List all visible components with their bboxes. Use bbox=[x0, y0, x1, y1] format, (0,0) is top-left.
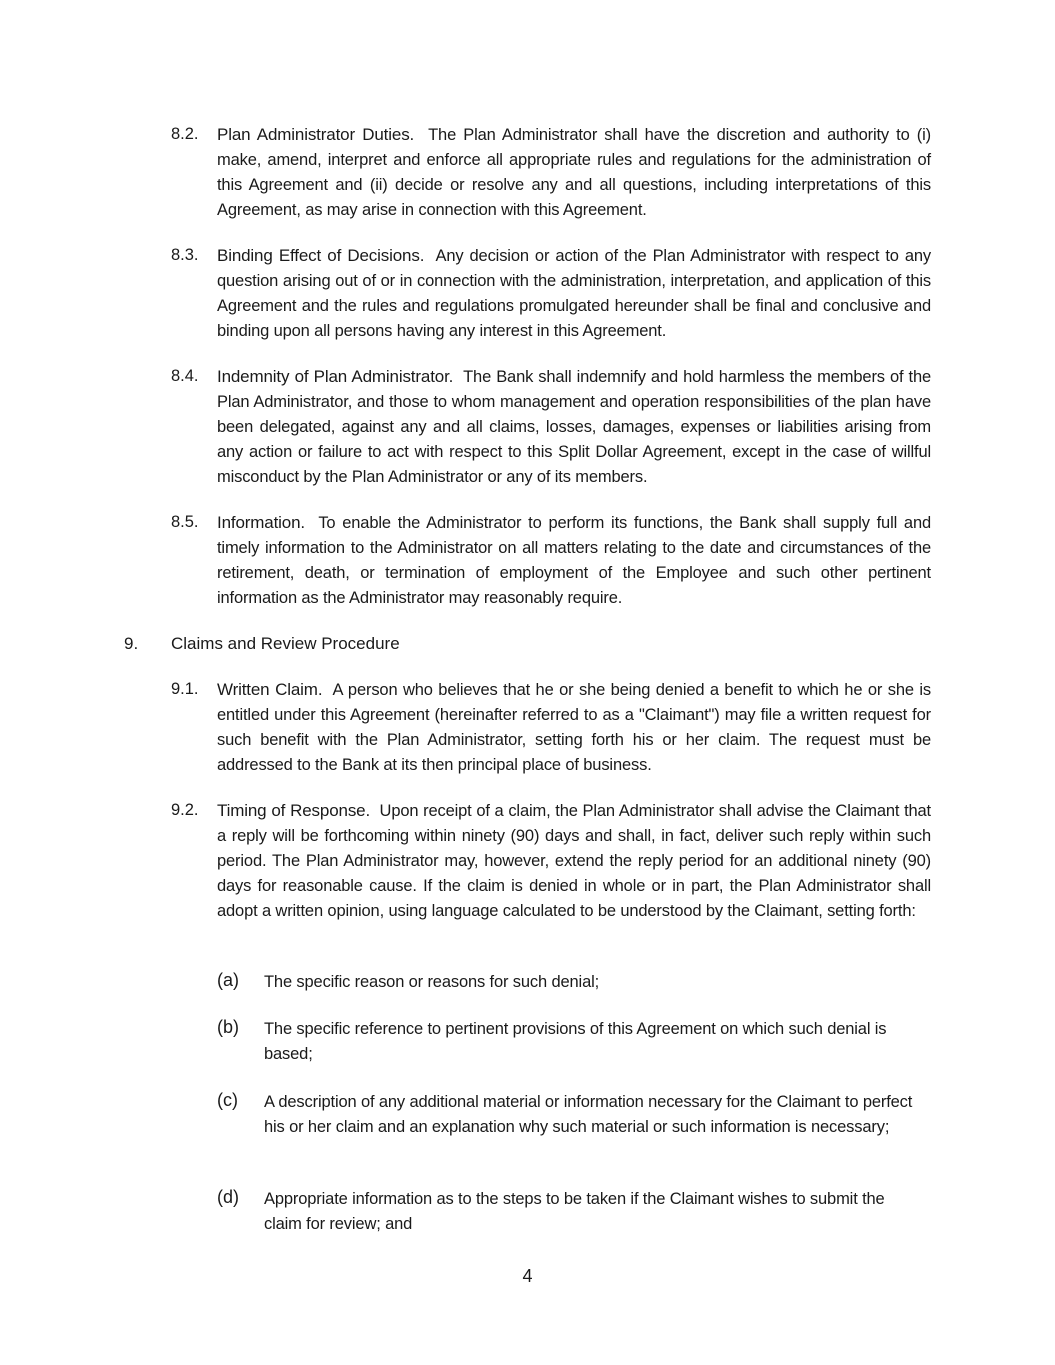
subitem-d bbox=[217, 1187, 917, 1237]
subitem-letter: (d) bbox=[217, 1187, 239, 1207]
section-number: 8.4. bbox=[171, 367, 199, 385]
section-9-1 bbox=[171, 677, 931, 778]
section-text: The Bank shall indemnify and hold harmless the members of the Plan Administrator, and those to whom management and operation responsibilities of the plan have been delegated, against any and all claims, losses, damages, expenses or liabilities arising from any action or failure to act with respect to this Split Dollar Agreement, except in the case of willful misconduct by the Plan Administrator or any of its members. bbox=[217, 368, 932, 486]
subitem-letter: (c) bbox=[217, 1090, 238, 1110]
section-body bbox=[217, 510, 931, 611]
subitem-letter: (a) bbox=[217, 970, 239, 990]
section-body bbox=[217, 243, 931, 344]
section-heading: Written Claim. bbox=[217, 680, 323, 699]
subitem-a bbox=[217, 970, 917, 995]
subitem-b bbox=[217, 1017, 917, 1067]
section-text: Upon receipt of a claim, the Plan Administrator shall advise the Claimant that a reply will be forthcoming within ninety (90) days and shall, in fact, deliver such reply within such period. The Plan Administrator may, however, extend the reply period for an additional ninety (90) days for reasonable cause. If the claim is denied in whole or in part, the Plan Administrator shall adopt a written opinion, using language calculated to be understood by the Claimant, setting forth: bbox=[217, 802, 931, 920]
section-number: 9.1. bbox=[171, 680, 199, 698]
section-8-5 bbox=[171, 510, 931, 611]
section-number: 8.2. bbox=[171, 125, 199, 143]
section-text: A person who believes that he or she being denied a benefit to which he or she is entitled under this Agreement (hereinafter referred to as a "Claimant") may file a written request for such benefit with the Plan Administrator, setting forth his or her claim. The request must be addressed to the Bank at its then principal place of business. bbox=[217, 681, 931, 774]
subitem-text: Appropriate information as to the steps to be taken if the Claimant wishes to submit the claim for review; and bbox=[264, 1190, 885, 1233]
section-body bbox=[217, 798, 931, 924]
section-body bbox=[217, 677, 931, 778]
subitem-text: The specific reason or reasons for such denial; bbox=[264, 973, 600, 991]
section-text: Any decision or action of the Plan Administrator with respect to any question arising out of or in connection with the administration, interpretation, and application of this Agreement and the rules and regulations promulgated hereunder shall be final and conclusive and binding upon all persons having any interest in this Agreement. bbox=[217, 247, 932, 340]
subitem-text: A description of any additional material or information necessary for the Claimant to perfect his or her claim and an explanation why such material or such information is necessary; bbox=[264, 1093, 913, 1136]
page-number: 4 bbox=[522, 1266, 533, 1286]
section-8-4 bbox=[171, 364, 931, 490]
section-heading: Information. bbox=[217, 513, 305, 532]
section-heading: Timing of Response. bbox=[217, 801, 371, 820]
subitem-c bbox=[217, 1090, 917, 1140]
section-title: Claims and Review Procedure bbox=[171, 634, 400, 653]
section-9-2 bbox=[171, 798, 931, 924]
section-body bbox=[217, 122, 931, 223]
section-heading: Plan Administrator Duties. bbox=[217, 125, 415, 144]
section-9-heading bbox=[124, 631, 400, 656]
section-heading: Binding Effect of Decisions. bbox=[217, 246, 425, 265]
section-text: The Plan Administrator shall have the discretion and authority to (i) make, amend, interpret and enforce all appropriate rules and regulations for the administration of this Agreement and (ii) decide or resolve any and all questions, including interpretations of this Agreement, as may arise in connection with this Agreement. bbox=[217, 126, 931, 219]
section-body bbox=[217, 364, 931, 490]
section-8-2 bbox=[171, 122, 931, 223]
section-8-3 bbox=[171, 243, 931, 344]
subitem-text: The specific reference to pertinent provisions of this Agreement on which such denial is based; bbox=[264, 1020, 887, 1063]
section-text: To enable the Administrator to perform its functions, the Bank shall supply full and timely information to the Administrator on all matters relating to the date and circumstances of the retirement, death, or termination of employment of the Employee and such other pertinent information as the Administrator may reasonably require. bbox=[217, 514, 931, 607]
section-number: 9. bbox=[124, 634, 139, 653]
section-heading: Indemnity of Plan Administrator. bbox=[217, 367, 454, 386]
section-number: 8.5. bbox=[171, 513, 199, 531]
section-number: 9.2. bbox=[171, 801, 199, 819]
section-number: 8.3. bbox=[171, 246, 199, 264]
subitem-letter: (b) bbox=[217, 1017, 239, 1037]
